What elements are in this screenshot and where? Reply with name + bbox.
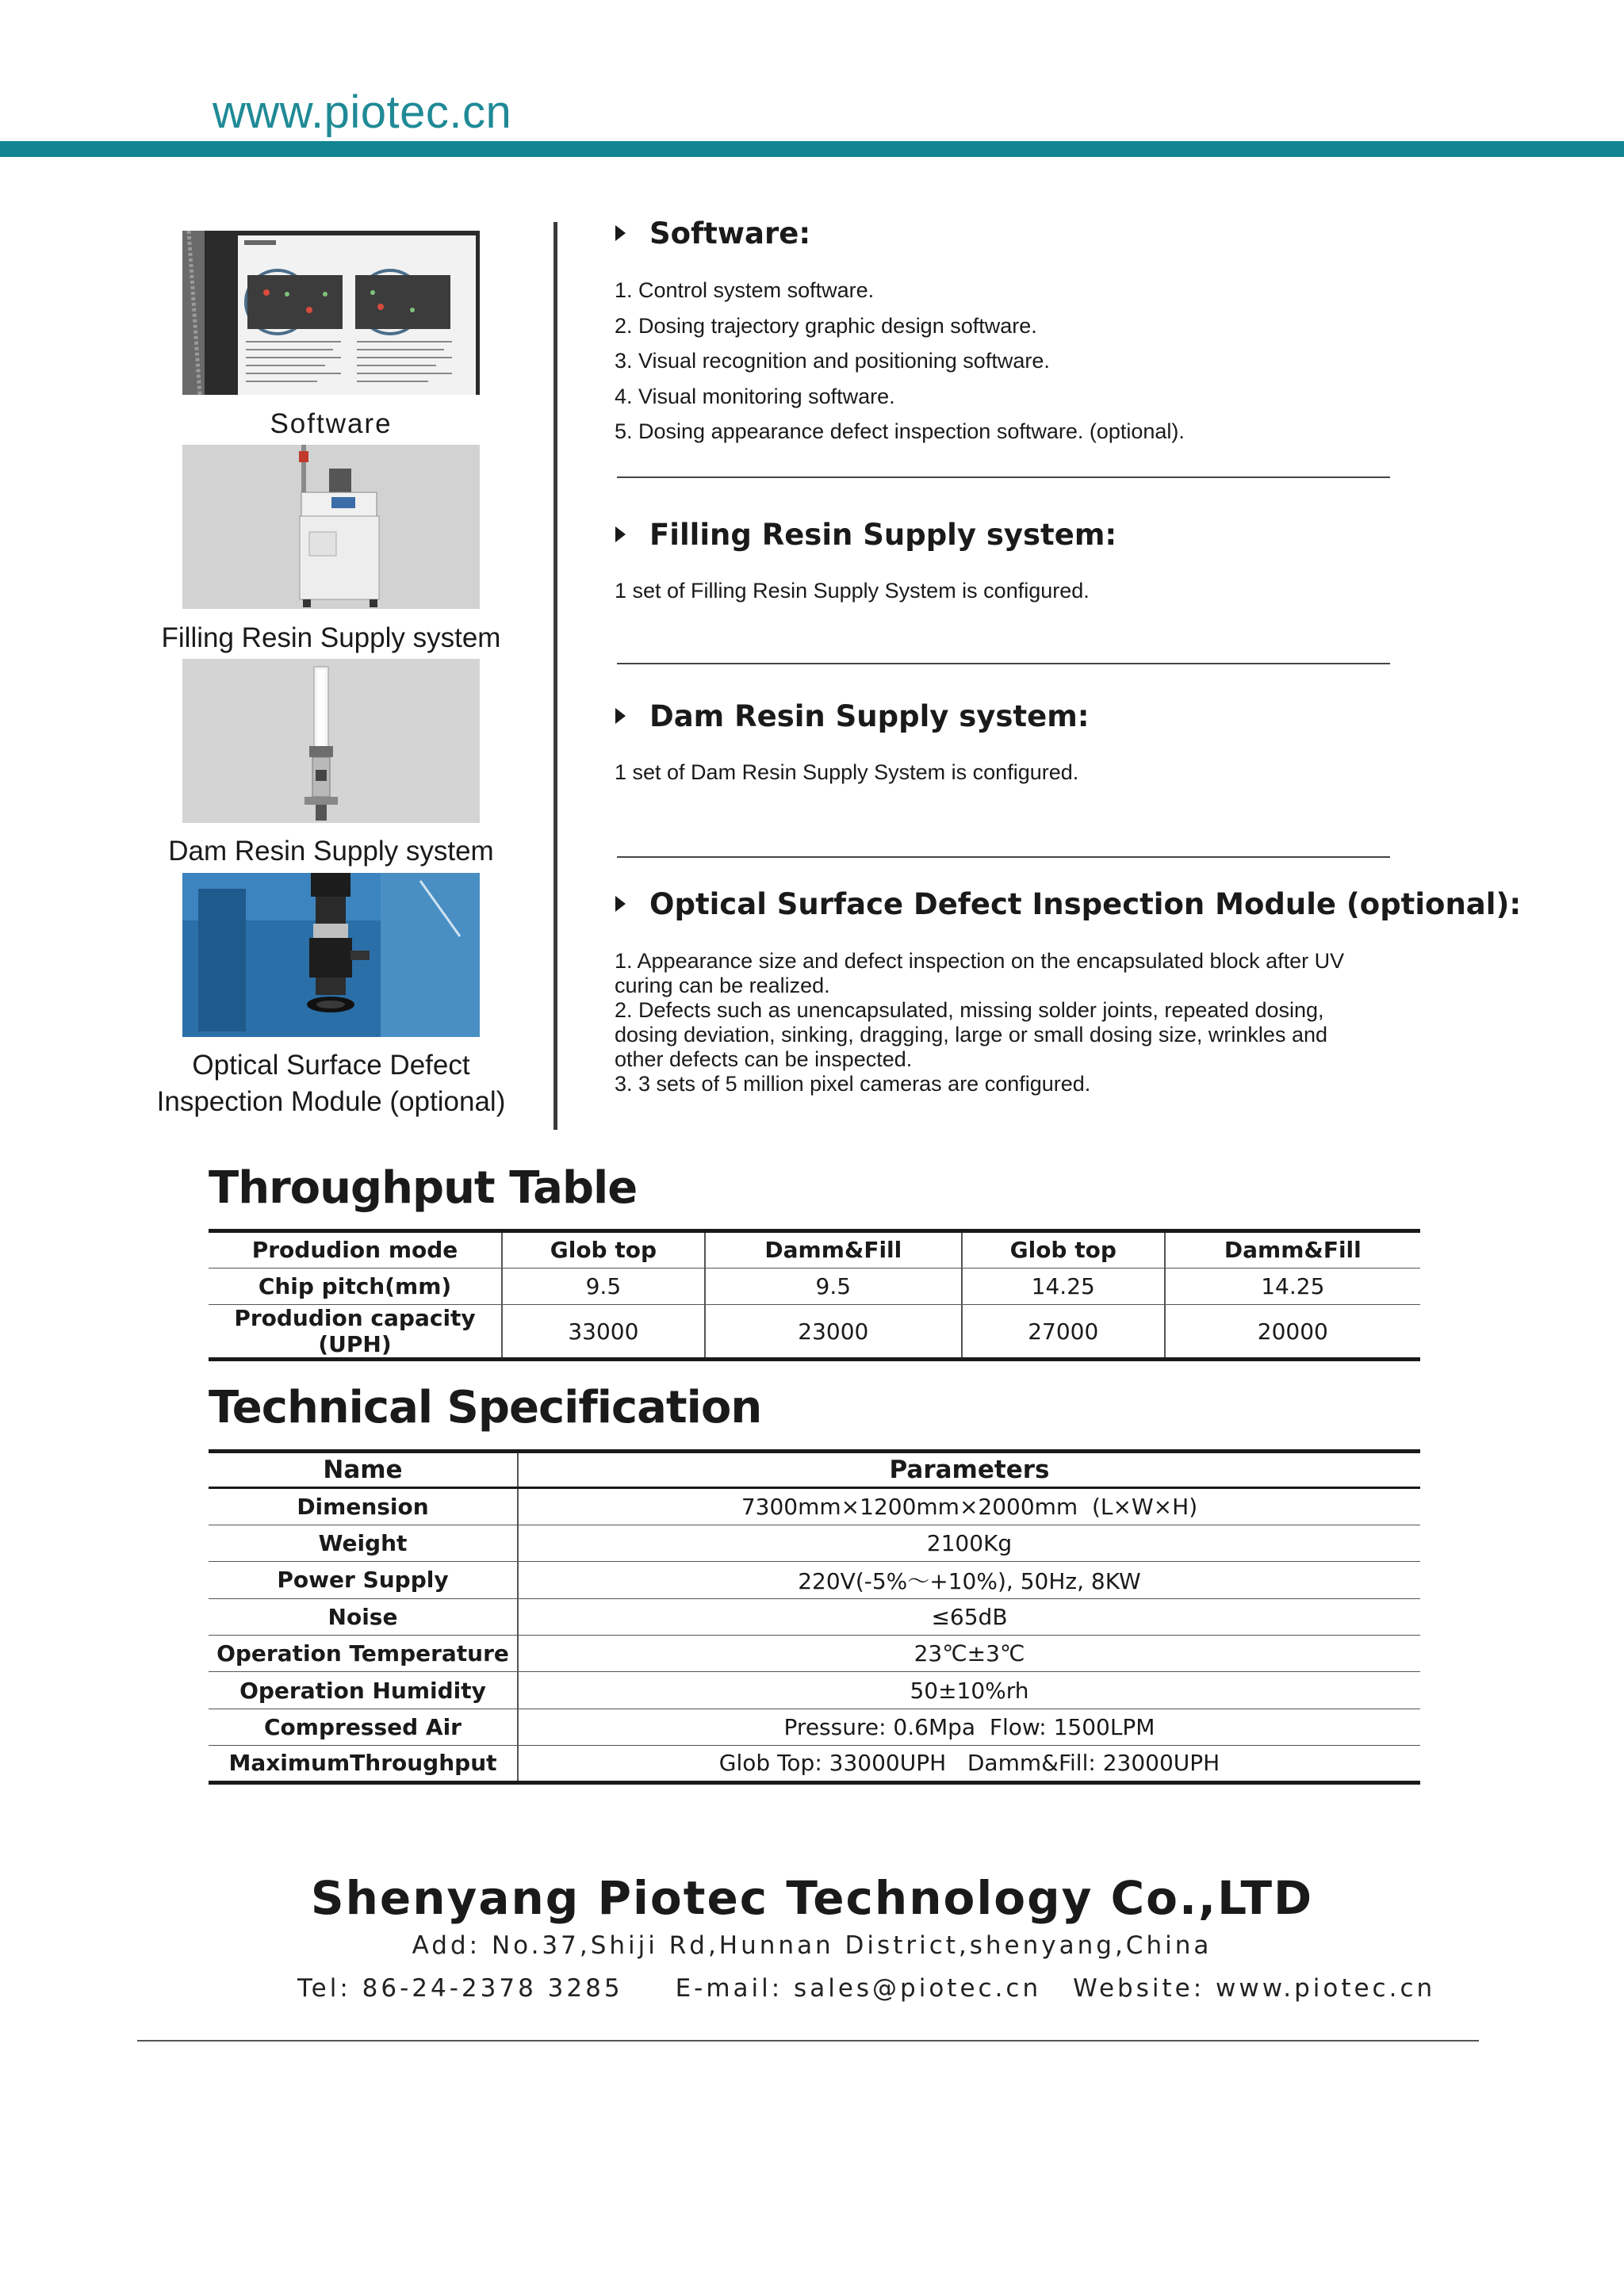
software-title: Software: — [649, 216, 811, 251]
list-item: 5. Dosing appearance defect inspection software. (optional). — [615, 419, 1185, 443]
table-cell: 9.5 — [502, 1268, 705, 1305]
section-divider — [617, 663, 1390, 664]
text-line: 3. 3 sets of 5 million pixel cameras are configured. — [615, 1072, 1091, 1096]
table-header-cell: Produdion mode — [209, 1231, 502, 1269]
table-cell: 23℃±3℃ — [518, 1635, 1420, 1671]
table-cell: Pressure: 0.6Mpa Flow: 1500LPM — [518, 1709, 1420, 1745]
table-header-cell: Damm&Fill — [705, 1231, 962, 1269]
header-url[interactable]: www.piotec.cn — [213, 86, 512, 138]
section-divider — [617, 856, 1390, 858]
triangle-bullet-icon — [615, 526, 626, 542]
table-cell: 27000 — [962, 1305, 1165, 1360]
table-row — [209, 1525, 1420, 1561]
website-link[interactable]: Website: www.piotec.cn — [1073, 1974, 1436, 2003]
filling-body: 1 set of Filling Resin Supply System is configured. — [615, 579, 1090, 603]
table-cell: ≤65dB — [518, 1598, 1420, 1635]
throughput-title: Throughput Table — [209, 1162, 638, 1214]
caption-software — [143, 406, 519, 442]
dam-resin-syringe-photo — [182, 659, 480, 823]
table-cell: Compressed Air — [209, 1709, 518, 1745]
table-row — [209, 1598, 1420, 1635]
spec-table — [209, 1449, 1420, 1785]
section-divider — [617, 476, 1390, 478]
table-row — [209, 1268, 1420, 1305]
optical-body — [615, 949, 1392, 1096]
caption-line: Dam Resin Supply system — [168, 836, 494, 867]
table-header-cell: Parameters — [518, 1452, 1420, 1488]
table-cell: 9.5 — [705, 1268, 962, 1305]
list-item: 1. Control system software. — [615, 278, 875, 302]
text-line: 1. Appearance size and defect inspection on the encapsulated block after UV — [615, 949, 1345, 973]
table-cell: Operation Temperature — [209, 1635, 518, 1671]
table-cell: Chip pitch(mm) — [209, 1268, 502, 1305]
dam-body: 1 set of Dam Resin Supply System is configured. — [615, 760, 1079, 784]
triangle-bullet-icon — [615, 708, 626, 724]
caption-filling — [143, 620, 519, 656]
table-cell: Glob Top: 33000UPH Damm&Fill: 23000UPH — [518, 1746, 1420, 1782]
table-header-row — [209, 1452, 1420, 1488]
table-row — [209, 1746, 1420, 1782]
software-screen-photo — [182, 231, 480, 395]
table-cell: Weight — [209, 1525, 518, 1561]
table-cell: 7300mm×1200mm×2000mm (L×W×H) — [518, 1488, 1420, 1525]
text-line: 2. Defects such as unencapsulated, missing solder joints, repeated dosing, — [615, 998, 1324, 1022]
table-cell: MaximumThroughput — [228, 1750, 497, 1777]
table-cell: 14.25 — [1165, 1268, 1420, 1305]
table-row — [209, 1488, 1420, 1525]
column-divider — [553, 222, 557, 1130]
list-item: 4. Visual monitoring software. — [615, 384, 895, 408]
spec-title: Technical Specification — [209, 1382, 762, 1433]
filling-heading — [615, 518, 1116, 552]
triangle-bullet-icon — [615, 225, 626, 241]
email-link[interactable]: E-mail: sales@piotec.cn — [675, 1974, 1042, 2003]
dam-title: Dam Resin Supply system: — [649, 699, 1090, 733]
phone-text: Tel: 86-24-2378 3285 — [297, 1974, 623, 2003]
company-address: Add: No.37,Shiji Rd,Hunnan District,shenyang,China — [412, 1931, 1212, 1960]
inspection-camera-photo — [182, 873, 480, 1037]
filling-resin-cabinet-photo — [182, 445, 480, 609]
table-cell: 2100Kg — [518, 1525, 1420, 1561]
table-row — [209, 1709, 1420, 1745]
table-header-cell: Glob top — [962, 1231, 1165, 1269]
table-cell: 33000 — [502, 1305, 705, 1360]
table-cell: Produdion capacity (UPH) — [234, 1305, 476, 1357]
table-row — [209, 1635, 1420, 1671]
text-line: curing can be realized. — [615, 974, 830, 997]
table-row — [209, 1672, 1420, 1709]
table-header-cell: Name — [209, 1452, 518, 1488]
caption-optical — [143, 1047, 519, 1120]
list-item: 3. Visual recognition and positioning software. — [615, 349, 1050, 373]
dam-heading — [615, 699, 1090, 733]
table-cell: 220V(-5%～+10%), 50Hz, 8KW — [518, 1562, 1420, 1598]
table-cell: 14.25 — [962, 1268, 1165, 1305]
table-header-cell: Damm&Fill — [1165, 1231, 1420, 1269]
table-cell: Dimension — [209, 1488, 518, 1525]
text-line: dosing deviation, sinking, dragging, large or small dosing size, wrinkles and — [615, 1023, 1327, 1047]
table-cell: Power Supply — [209, 1562, 518, 1598]
table-cell: Operation Humidity — [209, 1672, 518, 1709]
contact-line — [297, 1974, 1435, 2003]
footer-divider — [137, 2040, 1479, 2042]
text-line: other defects can be inspected. — [615, 1047, 913, 1071]
table-cell: 20000 — [1165, 1305, 1420, 1360]
list-item: 2. Dosing trajectory graphic design software. — [615, 313, 1037, 338]
software-heading — [615, 216, 810, 251]
software-list — [615, 273, 1392, 450]
filling-title: Filling Resin Supply system: — [649, 518, 1117, 552]
caption-line: Optical Surface Defect — [192, 1050, 470, 1081]
caption-line: Filling Resin Supply system — [161, 622, 501, 653]
optical-title: Optical Surface Defect Inspection Module (optional): — [649, 887, 1522, 921]
table-row — [209, 1562, 1420, 1598]
table-header-row — [209, 1231, 1420, 1269]
throughput-table — [209, 1229, 1420, 1361]
table-header-cell: Glob top — [502, 1231, 705, 1269]
table-cell: 50±10%rh — [518, 1672, 1420, 1709]
table-row — [209, 1305, 1420, 1360]
caption-line: Inspection Module (optional) — [156, 1086, 506, 1117]
company-name: Shenyang Piotec Technology Co.,LTD — [310, 1871, 1314, 1925]
table-cell: 23000 — [705, 1305, 962, 1360]
table-cell: Noise — [209, 1598, 518, 1635]
caption-line: Software — [270, 408, 393, 439]
triangle-bullet-icon — [615, 896, 626, 912]
header-band — [0, 141, 1624, 157]
caption-dam — [143, 833, 519, 870]
optical-heading — [615, 887, 1521, 921]
